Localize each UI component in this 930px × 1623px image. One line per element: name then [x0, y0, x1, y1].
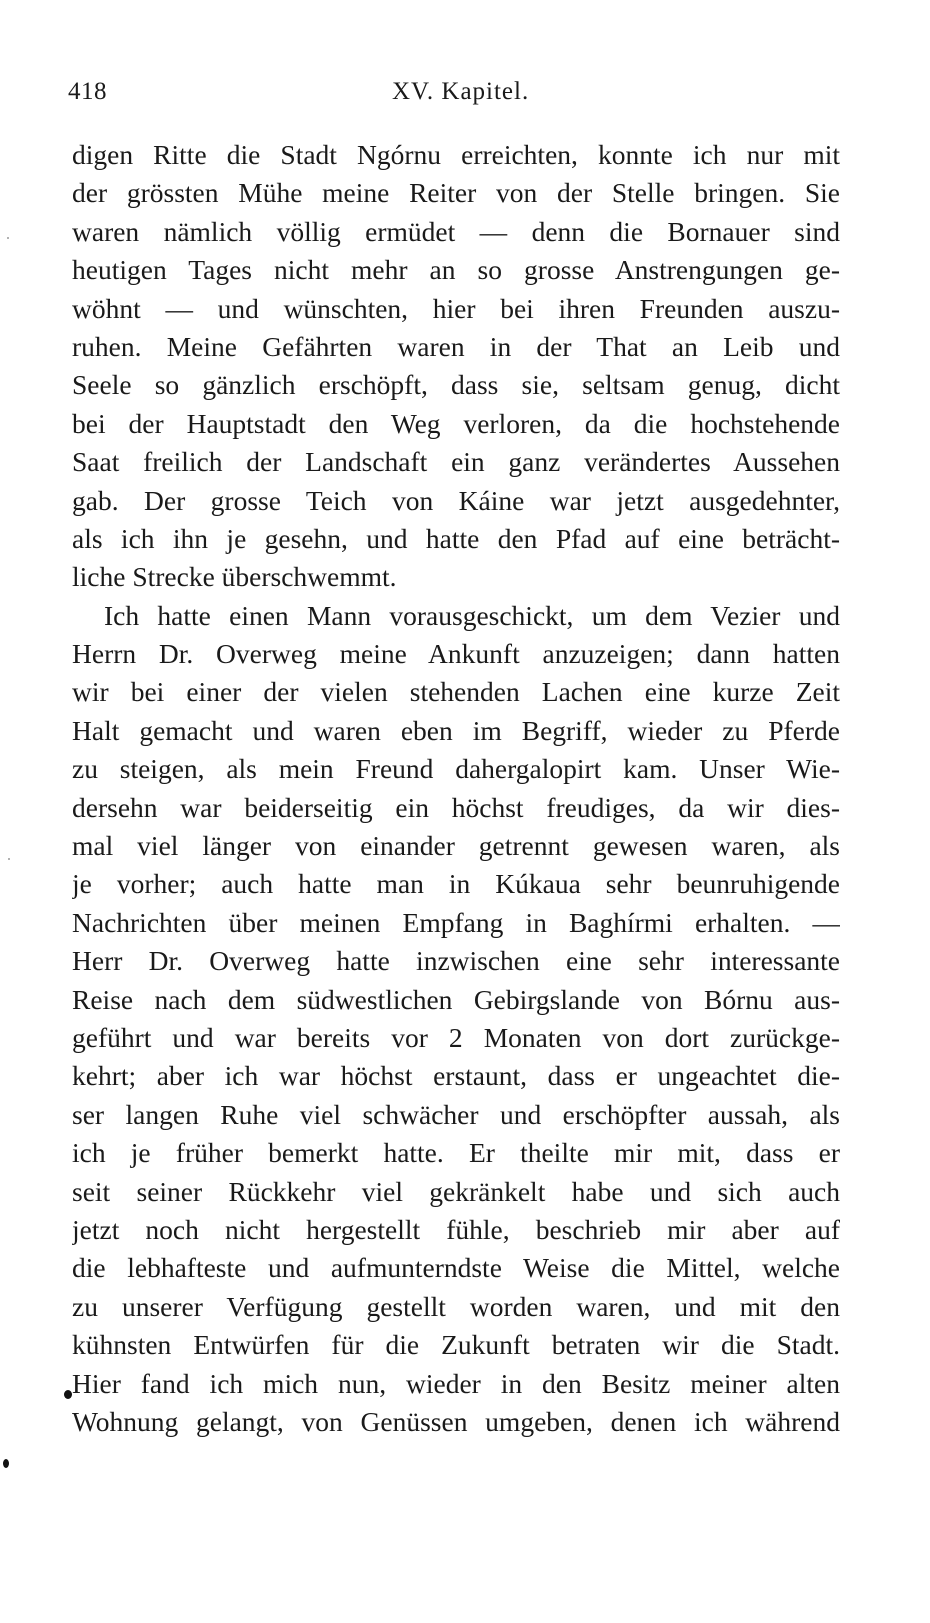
- text-line: zu unserer Verfügung gestellt worden waren, und mit den: [72, 1290, 840, 1322]
- text-line: jetzt noch nicht hergestellt fühle, beschrieb mir aber auf: [72, 1213, 840, 1245]
- paragraph-end-line: liche Strecke überschwemmt.: [72, 561, 397, 593]
- text-line: ich je früher bemerkt hatte. Er theilte mir mit, dass er: [72, 1137, 840, 1169]
- text-line: geführt und war bereits vor 2 Monaten von dort zurückge-: [72, 1021, 840, 1053]
- text-line: Nachrichten über meinen Empfang in Baghírmi erhalten. —: [72, 906, 840, 938]
- running-header: [68, 78, 848, 114]
- text-line: ruhen. Meine Gefährten waren in der That an Leib und: [72, 330, 840, 362]
- text-line: Halt gemacht und waren eben im Begriff, wieder zu Pferde: [72, 714, 840, 746]
- text-line: kehrt; aber ich war höchst erstaunt, dass er ungeachtet die-: [72, 1060, 840, 1092]
- text-line: Reise nach dem südwestlichen Gebirgslande von Bórnu aus-: [72, 983, 840, 1015]
- text-line: seit seiner Rückkehr viel gekränkelt habe und sich auch: [72, 1175, 840, 1207]
- text-line: wir bei einer der vielen stehenden Lachen eine kurze Zeit: [72, 676, 840, 708]
- text-line: Hier fand ich mich nun, wieder in den Besitz meiner alten: [72, 1367, 840, 1399]
- chapter-title: XV. Kapitel.: [392, 78, 530, 105]
- ink-speck: [64, 1390, 72, 1399]
- text-line: der grössten Mühe meine Reiter von der Stelle bringen. Sie: [72, 177, 840, 209]
- text-line: Herr Dr. Overweg hatte inzwischen eine sehr interessante: [72, 945, 840, 977]
- text-line: die lebhafteste und aufmunterndste Weise die Mittel, welche: [72, 1252, 840, 1284]
- ink-speck: [8, 858, 10, 860]
- text-line: mal viel länger von einander getrennt gewesen waren, als: [72, 830, 840, 862]
- text-line: je vorher; auch hatte man in Kúkaua sehr beunruhigende: [72, 868, 840, 900]
- text-line: Saat freilich der Landschaft ein ganz verändertes Aussehen: [72, 446, 840, 478]
- text-line: dersehn war beiderseitig ein höchst freudiges, da wir dies-: [72, 791, 840, 823]
- text-line: kühnsten Entwürfen für die Zukunft betraten wir die Stadt.: [72, 1329, 840, 1361]
- text-line: ser langen Ruhe viel schwächer und erschöpfter aussah, als: [72, 1098, 840, 1130]
- paragraph-start-line: Ich hatte einen Mann vorausgeschickt, um dem Vezier und: [104, 599, 840, 631]
- body-text: [72, 136, 840, 1441]
- text-line: zu steigen, als mein Freund dahergalopirt kam. Unser Wie-: [72, 753, 840, 785]
- text-line: Wohnung gelangt, von Genüssen umgeben, denen ich während: [72, 1405, 840, 1437]
- text-line: Herrn Dr. Overweg meine Ankunft anzuzeigen; dann hatten: [72, 638, 840, 670]
- text-line: als ich ihn je gesehn, und hatte den Pfad auf eine beträcht-: [72, 522, 840, 554]
- ink-speck: [7, 237, 9, 239]
- page-number: 418: [68, 78, 107, 105]
- text-line: gab. Der grosse Teich von Káine war jetzt ausgedehnter,: [72, 484, 840, 516]
- text-line: Seele so gänzlich erschöpft, dass sie, seltsam genug, dicht: [72, 369, 840, 401]
- text-line: waren nämlich völlig ermüdet — denn die Bornauer sind: [72, 215, 840, 247]
- text-line: wöhnt — und wünschten, hier bei ihren Freunden auszu-: [72, 292, 840, 324]
- text-line: digen Ritte die Stadt Ngórnu erreichten, konnte ich nur mit: [72, 139, 840, 170]
- text-line: heutigen Tages nicht mehr an so grosse Anstrengungen ge-: [72, 254, 840, 286]
- ink-speck: [3, 1459, 9, 1468]
- text-line: bei der Hauptstadt den Weg verloren, da die hochstehende: [72, 407, 840, 439]
